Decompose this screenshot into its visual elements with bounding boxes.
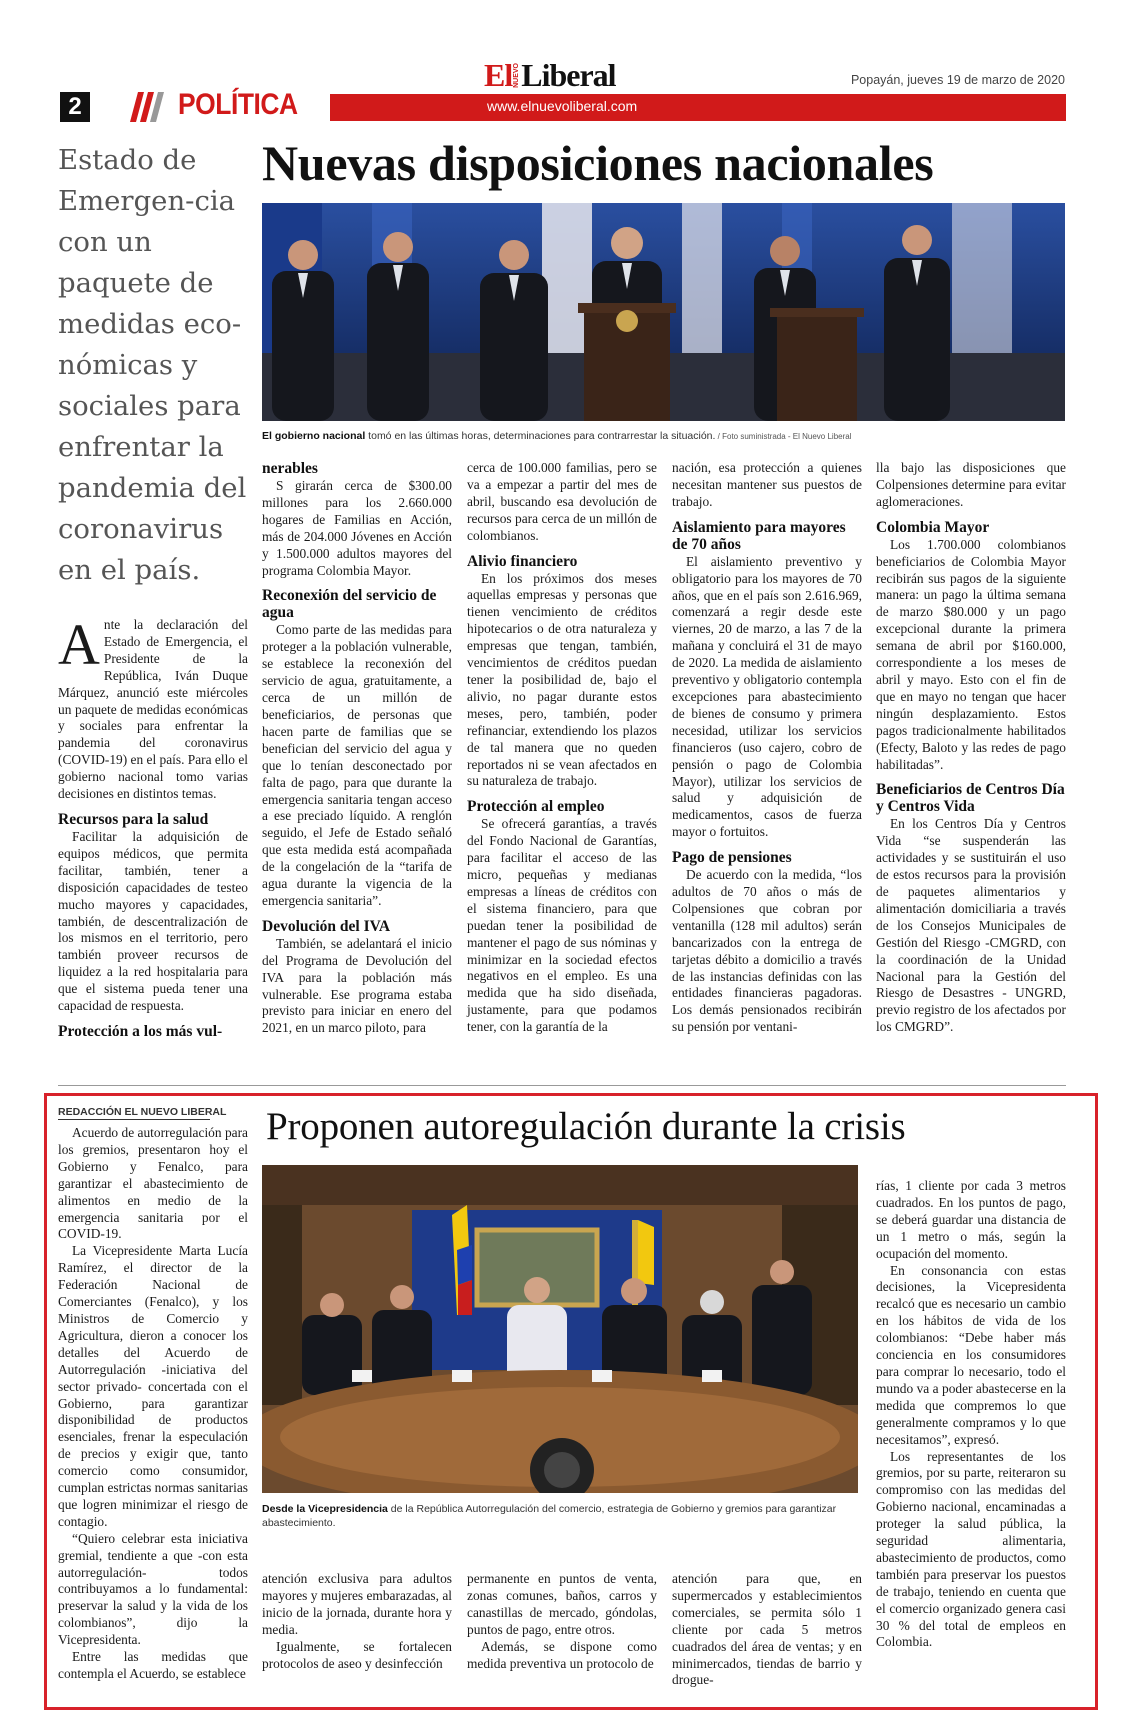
second-photo (262, 1165, 858, 1493)
paragraph: También, se adelantará el inicio del Programa de Devolución del IVA para la población más vulnerable. Ese programa estaba previsto para iniciar en enero del 2021, en un marco piloto, para (262, 935, 452, 1036)
lead-column-1 (58, 612, 249, 1041)
lead-column-2 (262, 460, 452, 1037)
caption-bold: Desde la Vicepresidencia (262, 1503, 388, 1515)
logo-part-nuevo: NUEVO (513, 63, 521, 88)
lead-photo (262, 203, 1065, 421)
paragraph: En los próximos dos meses aquellas empresas y personas que tienen vencimiento de créditos hipotecarios o de otra naturaleza y empresas que tengan, también, vencimientos de créditos puedan tener la posibilidad de, bajo el alivio, no pagar durante estos meses, pero, también, poder refinanciar, extendiendo los plazos de tal manera que no queden reportados ni se vean afectados en su naturaleza de trabajo. (467, 570, 657, 789)
logo-part-el: El (484, 57, 513, 93)
lead-column-4 (672, 460, 862, 1036)
lead-photo-caption (262, 430, 1065, 442)
paragraph: Entre las medidas que contempla el Acuerdo, se establece (58, 1649, 248, 1681)
paragraph: En los Centros Día y Centros Vida “se suspenderán las actividades y se sustituirán el uso de estos recursos para la provisión de paquetes alimentarios y alimentación domiciliaria a través de los Consejos Municipales de Gestión del Riesgo -CMGRD, con la coordinación de la Unidad Nacional para la Gestión del Riesgo de Desastres - UNGRD, previo registro de los afectados por los CMGRD”. (876, 816, 1066, 1035)
section-divider (58, 1085, 1066, 1086)
subhead-reconexion-agua: Reconexión del servicio de agua (262, 587, 437, 622)
drop-cap: A (58, 612, 100, 677)
paragraph: Se ofrecerá garantías, a través del Fondo Nacional de Garantías, para facilitar el acceso de las micro, pequeñas y medianas empresas a líneas de créditos con el sistema financiero, para que puedan tener la posibilidad de mantener el pago de sus nóminas y minimizar en la sociedad efectos negativos en el empleo. Es una medida que ha sido diseñada, justamente, para que podamos tener, con la garantía de la (467, 816, 657, 1035)
website-url: www.elnuevoliberal.com (487, 98, 638, 114)
paragraph: atención para que, en supermercados y establecimientos comerciales, se permita sólo 1 cliente por cada 5 metros cuadrados del área de ventas; y en minimercados, tiendas de barrio y drogue- (672, 1571, 862, 1688)
paragraph: El aislamiento preventivo y obligatorio para los mayores de 70 años, que en el país son 2.616.969, comenzará a regir desde este viernes, 20 de marzo, a las 7 de la mañana y concluirá el 31 de mayo de 2020. La medida de aislamiento preventivo y obligatorio contempla excepciones para abastecimiento de bienes de consumo y primera necesidad, utilizar los servicios financieros (uso cajero, cobro de pensión o pago de Colombia Mayor), utilizar los servicios de salud y adquisición de medicamentos, casos de fuerza mayor o fortuitos. (672, 553, 862, 840)
newspaper-logo (484, 56, 616, 93)
second-photo-caption (262, 1502, 858, 1530)
paragraph: Igualmente, se fortalecen protocolos de aseo y desinfección (262, 1638, 452, 1671)
paragraph: Acuerdo de autorregulación para los gremios, presentaron hoy el Gobierno y Fenalco, para garantizar el abastecimiento de alimentos en medio de la emergencia sanitaria por el COVID-19. (58, 1125, 248, 1242)
second-column-1 (58, 1125, 248, 1683)
logo-part-liberal: Liberal (521, 57, 616, 93)
lead-column-3 (467, 460, 657, 1036)
subhead-aislamiento: Aislamiento para mayores de 70 años (672, 518, 846, 553)
byline: REDACCIÓN EL NUEVO LIBERAL (58, 1106, 227, 1118)
paragraph: Facilitar la adquisición de equipos médicos, que permita facilitar, también, tener a disposición capacidades de testeo mucho mayores y capacidades, también, de descentralización de los mismos en el territorio, pero también proveer recursos de liquidez a la red hospitalaria para que el sistema pueda tener una capacidad de respuesta. (58, 828, 248, 1014)
paragraph: En consonancia con estas decisiones, la Vicepresidenta recalcó que es necesario un cambio en los hábitos de vida de los colombianos: “Debe haber más conciencia en los consumidores para comprar lo necesario, todo el mundo va a poder abastecerse en la medida que compremos lo que generalmente compramos y lo que necesitamos”, expresó. (876, 1262, 1066, 1447)
second-headline: Proponen autoregulación durante la crisis (266, 1105, 906, 1148)
page-number: 2 (60, 92, 90, 122)
section-label: POLÍTICA (178, 88, 298, 121)
second-column-3 (467, 1571, 657, 1672)
subhead-recursos-salud: Recursos para la salud (58, 810, 209, 828)
subhead-pago-pensiones: Pago de pensiones (672, 849, 792, 867)
issue-date: Popayán, jueves 19 de marzo de 2020 (850, 73, 1065, 87)
paragraph: De acuerdo con la medida, “los adultos de 70 años o más de Colpensiones que cobran por ventanilla (128 mil adultos) serán bancarizados con la entrega de tarjetas débito a domicilio a través de las instancias definidas con las entidades financieras pagadoras. Los demás pensionados recibirán su pensión por ventani- (672, 867, 862, 1035)
caption-text: de la República Autorregulación del comercio, estrategia de Gobierno y gremios para garantizar abastecimiento. (262, 1503, 837, 1529)
second-column-5 (876, 1178, 1066, 1651)
paragraph: Los representantes de los gremios, por su parte, reiteraron su compromiso con las medidas del Gobierno nacional, encaminadas a proteger la salud pública, la seguridad alimentaria, abastecimiento de productos, como también para preservar los puestos de trabajo, teniendo en cuenta que el comercio organizado genera casi 30 % del total de empleos en Colombia. (876, 1448, 1066, 1650)
lead-headline: Nuevas disposiciones nacionales (262, 135, 934, 191)
subhead-devolucion-iva: Devolución del IVA (262, 917, 391, 935)
paragraph: Los 1.700.000 colombianos beneficiarios de Colombia Mayor recibirán sus pagos de la siguiente manera: un pago la última semana de marzo $80.000 y un pago excepcional durante la primera semana de abril por $160.000, correspondiente a los meses de abril y mayo. Esto con el fin de que en mayo no tengan que hacer ningún desplazamiento. Estos pagos tradicionalmente habilitados (Efecty, Baloto y las redes de pago habilitadas”. (876, 536, 1066, 772)
second-column-2 (262, 1571, 452, 1672)
lead-paragraph (58, 612, 249, 803)
paragraph: La Vicepresidente Marta Lucía Ramírez, el director de la Federación Nacional de Comerciantes (Fenalco), y los Ministros de Comercio y Agricultura, dieron a conocer los detalles del Acuerdo de Autorregulación -iniciativa del sector privado- concertada con el Gobierno, para garantizar disponibilidad de productos esenciales, frenar la especulación de precios y exigir que, tanto comercio como consumidor, cumplan estrictas normas sanitarias que logren minimizar el riesgo de contagio. (58, 1243, 249, 1529)
subhead-vulnerables: nerables (262, 460, 318, 477)
paragraph: rías, 1 cliente por cada 3 metros cuadrados. En los puntos de pago, se deberá guardar una distancia de un 1 metro o más, según la ocupación del momento. (876, 1178, 1066, 1261)
paragraph: permanente en puntos de venta, zonas comunes, baños, carros y canastillas de mercado, góndolas, puntos de pago, entre otros. (467, 1571, 657, 1637)
subhead-alivio-financiero: Alivio financiero (467, 552, 578, 570)
paragraph: atención exclusiva para adultos mayores y mujeres embarazadas, al inicio de la jornada, durante hora y media. (262, 1571, 452, 1637)
lead-deck: Estado de Emergen-cia con un paquete de medidas eco-nómicas y sociales para enfrentar la pandemia del coronavirus en el país. (58, 144, 247, 586)
paragraph: cerca de 100.000 familias, pero se va a empezar a partir del mes de abril, buscando esa devolución de recursos para cerca de un millón de colombianos. (467, 460, 657, 543)
byline-rule (58, 1119, 210, 1120)
caption-text: tomó en las últimas horas, determinaciones para contrarrestar la situación. (365, 430, 716, 442)
paragraph: nación, esa protección a quienes necesitan mantener sus puestos de trabajo. (672, 460, 862, 509)
second-column-4 (672, 1571, 862, 1689)
subhead-centros-dia: Beneficiarios de Centros Día y Centros Vida (876, 781, 1065, 816)
subhead-proteccion: Protección a los más vul- (58, 1022, 223, 1040)
subhead-proteccion-empleo: Protección al empleo (467, 798, 605, 816)
section-stripes (122, 92, 168, 122)
paragraph: Además, se dispone como medida preventiva un protocolo de (467, 1638, 657, 1671)
paragraph: S girarán cerca de $300.00 millones para los 2.660.000 hogares de Familias en Acción, más de 204.000 Jóvenes en Acción y 1.500.000 adultos mayores del programa Colombia Mayor. (262, 478, 452, 578)
subhead-colombia-mayor: Colombia Mayor (876, 518, 990, 536)
caption-credit: / Foto suministrada - El Nuevo Liberal (715, 432, 852, 441)
paragraph: Como parte de las medidas para proteger a la población vulnerable, se establece la reconexión del servicio de agua, gratuitamente, a cerca de un millón de beneficiarios, de personas que hacen parte de familias que se benefician del servicio del agua y que lo tenían desconectado por falta de pago, para que durante la emergencia sanitaria tengan acceso a ese preciado líquido. A renglón seguido, el Jefe de Estado señaló que esta medida está acompañada de la congelación de la “tarifa de agua durante la vigencia de la emergencia sanitaria”. (262, 622, 452, 908)
header-red-bar (330, 94, 1066, 121)
paragraph: “Quiero celebrar esta iniciativa gremial, tendiente a que -con esta autorregulación- todos contribuyamos a lo fundamental: preservar la salud y la vida de los colombianos”, dijo la Vicepresidenta. (58, 1530, 248, 1648)
lead-column-5 (876, 460, 1066, 1036)
lead-intro-text: nte la declaración del Estado de Emergencia, el Presidente de la República, Iván Duque Márquez, anunció este miércoles un paquete de medidas económicas y sociales para enfrentar la pandemia del coronavirus (COVID-19) en el país. Para ello el gobierno nacional tomo varias decisiones en distintos temas. (58, 617, 249, 802)
caption-bold: El gobierno nacional (262, 430, 366, 442)
paragraph: lla bajo las disposiciones que Colpensiones determine para evitar aglomeraciones. (876, 460, 1066, 509)
